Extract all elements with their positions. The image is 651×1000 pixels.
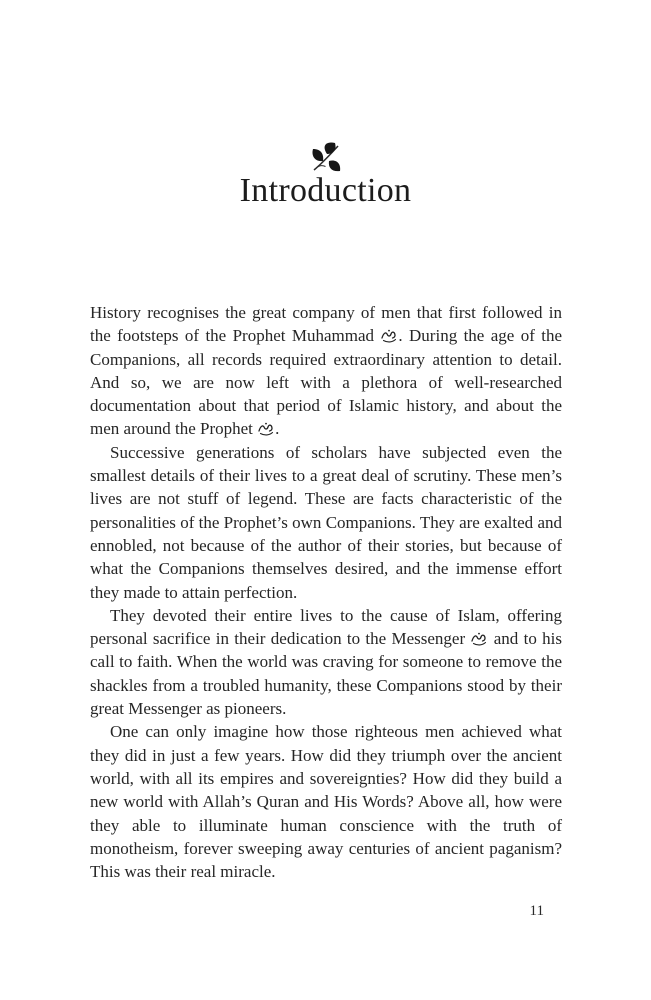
paragraph: History recognises the great company of men that first followed in the footsteps of the Prophet Muhammad . During the age of the Companions, all records required extraordinary attention to detail. And so, we are now left with a plethora of well-researched documentation about that period of Islamic history, and about the men around the Prophet . bbox=[90, 303, 563, 439]
leaf-ornament-icon bbox=[0, 142, 651, 174]
honorific-sallallahu-alayhi-wasallam-icon bbox=[381, 329, 397, 343]
honorific-sallallahu-alayhi-wasallam-icon bbox=[471, 632, 487, 646]
chapter-title: Introduction bbox=[239, 172, 412, 209]
page-number: 11 bbox=[529, 903, 544, 919]
body-text bbox=[90, 301, 562, 883]
paragraph: They devoted their entire lives to the cause of Islam, offering personal sacrifice in their dedication to the Messenger and to his call to faith. When the world was craving for someone to remove the shackles from a troubled humanity, these Companions stood by their great Messenger as pioneers. bbox=[90, 605, 562, 719]
paragraph: Successive generations of scholars have subjected even the smallest details of their lives to a great deal of scrutiny. These men’s lives are not stuff of legend. These are facts characteristic of the personalities of the Prophet’s own Companions. They are exalted and ennobled, not because of the author of their stories, but because of what the Companions themselves desired, and the immense effort they made to attain perfection. bbox=[90, 442, 562, 602]
paragraph: One can only imagine how those righteous men achieved what they did in just a few years. How did they triumph over the ancient world, with all its empires and sovereignties? How did they build a new world with Allah’s Quran and His Words? Above all, how were they able to illuminate human conscience with the truth of monotheism, forever sweeping away centuries of ancient paganism? This was their real miracle. bbox=[90, 722, 562, 882]
honorific-sallallahu-alayhi-wasallam-icon bbox=[258, 422, 274, 436]
